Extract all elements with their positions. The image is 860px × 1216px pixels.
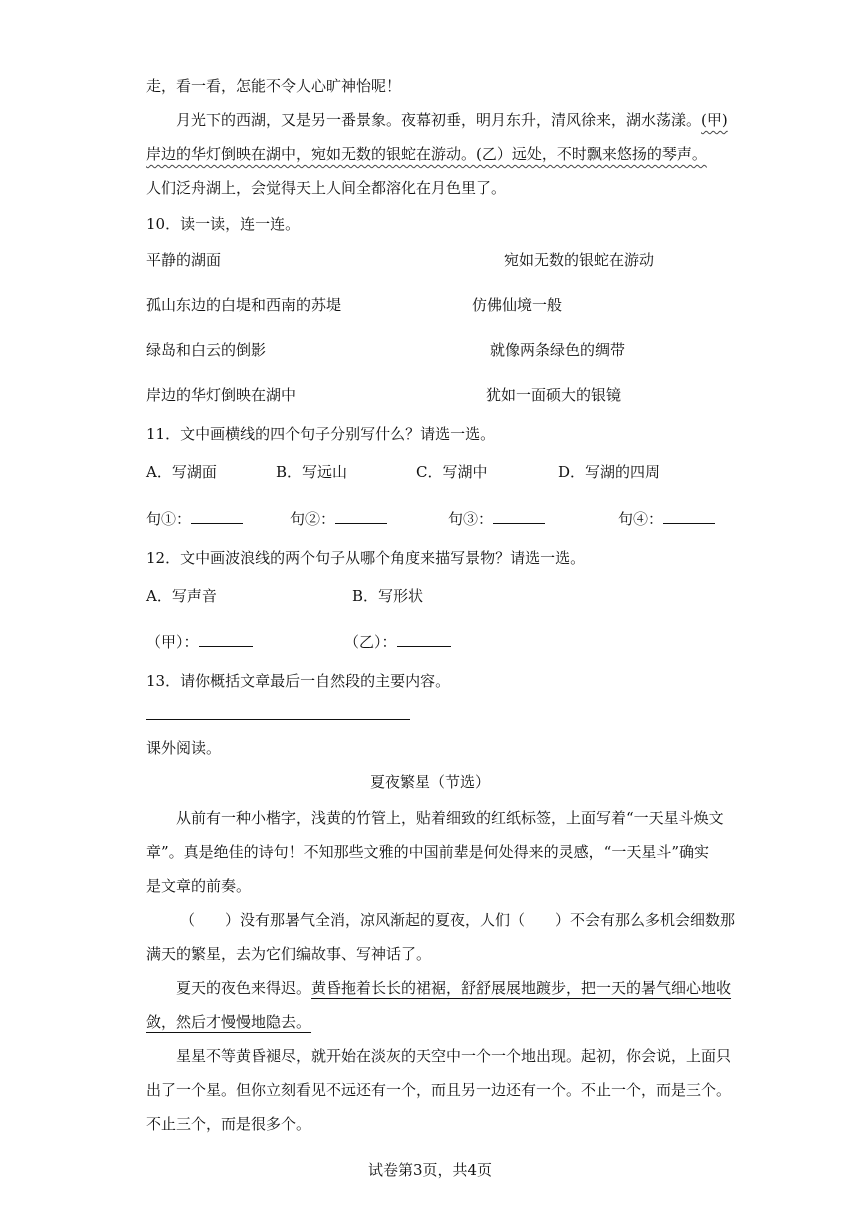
answer-blank-1[interactable] — [146, 509, 243, 529]
option-b: B．写形状 — [352, 587, 424, 605]
answer-blank-3[interactable] — [448, 509, 545, 529]
blank-label: 句②： — [290, 510, 336, 528]
match-left-item[interactable]: 平静的湖面 — [146, 251, 222, 269]
blank-line[interactable] — [397, 632, 451, 647]
match-left-item[interactable]: 岸边的华灯倒映在湖中 — [146, 386, 297, 404]
page-footer: 试卷第3页，共4页 — [367, 1161, 493, 1179]
passage-line: 出了一个星。但你立刻看见不远还有一个，而且另一边还有一个。不止一个，而是三个。 — [146, 1081, 732, 1099]
match-right-item[interactable]: 犹如一面硕大的银镜 — [486, 386, 622, 404]
blank-label: 句④： — [618, 510, 664, 528]
match-left-item[interactable]: 孤山东边的白堤和西南的苏堤 — [146, 296, 342, 314]
section-intro: 课外阅读。 — [146, 739, 222, 757]
question-11-title: 11．文中画横线的四个句子分别写什么？请选一选。 — [146, 425, 496, 443]
blank-label: 句③： — [448, 510, 494, 528]
passage-line: 走，看一看，怎能不令人心旷神怡呢！ — [146, 77, 402, 95]
option-a: A．写湖面 — [146, 463, 217, 481]
match-left-item[interactable]: 绿岛和白云的倒影 — [146, 341, 267, 359]
answer-blank-yi[interactable] — [344, 632, 451, 652]
passage-line: 章”。真是绝佳的诗句！不知那些文雅的中国前辈是何处得来的灵感，“一天星斗”确实 — [146, 843, 710, 861]
wavy-marked-line: 岸边的华灯倒映在湖中，宛如无数的银蛇在游动。(乙）远处，不时飘来悠扬的琴声。 — [146, 145, 707, 163]
blank-label: 句①： — [146, 510, 192, 528]
question-10-title: 10．读一读，连一连。 — [146, 215, 301, 233]
passage-line: 人们泛舟湖上，会觉得天上人间全都溶化在月色里了。 — [146, 179, 507, 197]
answer-blank-4[interactable] — [618, 509, 715, 529]
wavy-marked-text: (甲) — [701, 111, 728, 129]
answer-line[interactable] — [146, 719, 410, 720]
blank-line[interactable] — [663, 509, 715, 524]
match-right-item[interactable]: 仿佛仙境一般 — [472, 296, 563, 314]
match-right-item[interactable]: 宛如无数的银蛇在游动 — [504, 251, 655, 269]
passage-line — [176, 978, 731, 998]
blank-line[interactable] — [335, 509, 387, 524]
passage-line: 从前有一种小楷字，浅黄的竹管上，贴着细致的红纸标签，上面写着“一天星斗焕文 — [176, 809, 724, 827]
option-a: A．写声音 — [146, 587, 217, 605]
blank-label: （甲）： — [146, 633, 199, 651]
answer-blank-2[interactable] — [290, 509, 387, 529]
passage-text: 月光下的西湖，又是另一番景象。夜幕初垂，明月东升，清风徐来，湖水荡漾。 — [176, 111, 702, 129]
passage-title: 夏夜繁星（节选） — [369, 773, 490, 791]
option-b: B．写远山 — [276, 463, 348, 481]
option-d: D．写湖的四周 — [558, 463, 661, 481]
passage-line: 星星不等黄昏褪尽，就开始在淡灰的天空中一个一个地出现。起初，你会说，上面只 — [176, 1047, 732, 1065]
question-13-title: 13．请你概括文章最后一自然段的主要内容。 — [146, 672, 451, 690]
option-c: C．写湖中 — [416, 463, 488, 481]
blank-line[interactable] — [191, 509, 243, 524]
passage-line: 满天的繁星，去为它们编故事、写神话了。 — [146, 945, 432, 963]
passage-text: 夏天的夜色来得迟。 — [176, 979, 312, 997]
passage-line: 不止三个，而是很多个。 — [146, 1115, 312, 1133]
blank-line[interactable] — [199, 632, 253, 647]
question-12-title: 12．文中画波浪线的两个句子从哪个角度来描写景物？请选一选。 — [146, 549, 586, 567]
match-right-item[interactable]: 就像两条绿色的绸带 — [490, 341, 626, 359]
passage-line — [176, 110, 728, 130]
underlined-text: 黄昏拖着长长的裙裾，舒舒展展地踱步，把一天的暑气细心地收 — [311, 979, 732, 997]
passage-line: （ ）没有那暑气全消，凉风渐起的夏夜，人们（ ）不会有那么多机会细数那 — [180, 911, 736, 929]
blank-label: （乙）： — [344, 633, 397, 651]
blank-line[interactable] — [493, 509, 545, 524]
passage-line: 是文章的前奏。 — [146, 877, 252, 895]
underlined-line: 敛，然后才慢慢地隐去。 — [146, 1013, 312, 1031]
answer-blank-jia[interactable] — [146, 632, 253, 652]
